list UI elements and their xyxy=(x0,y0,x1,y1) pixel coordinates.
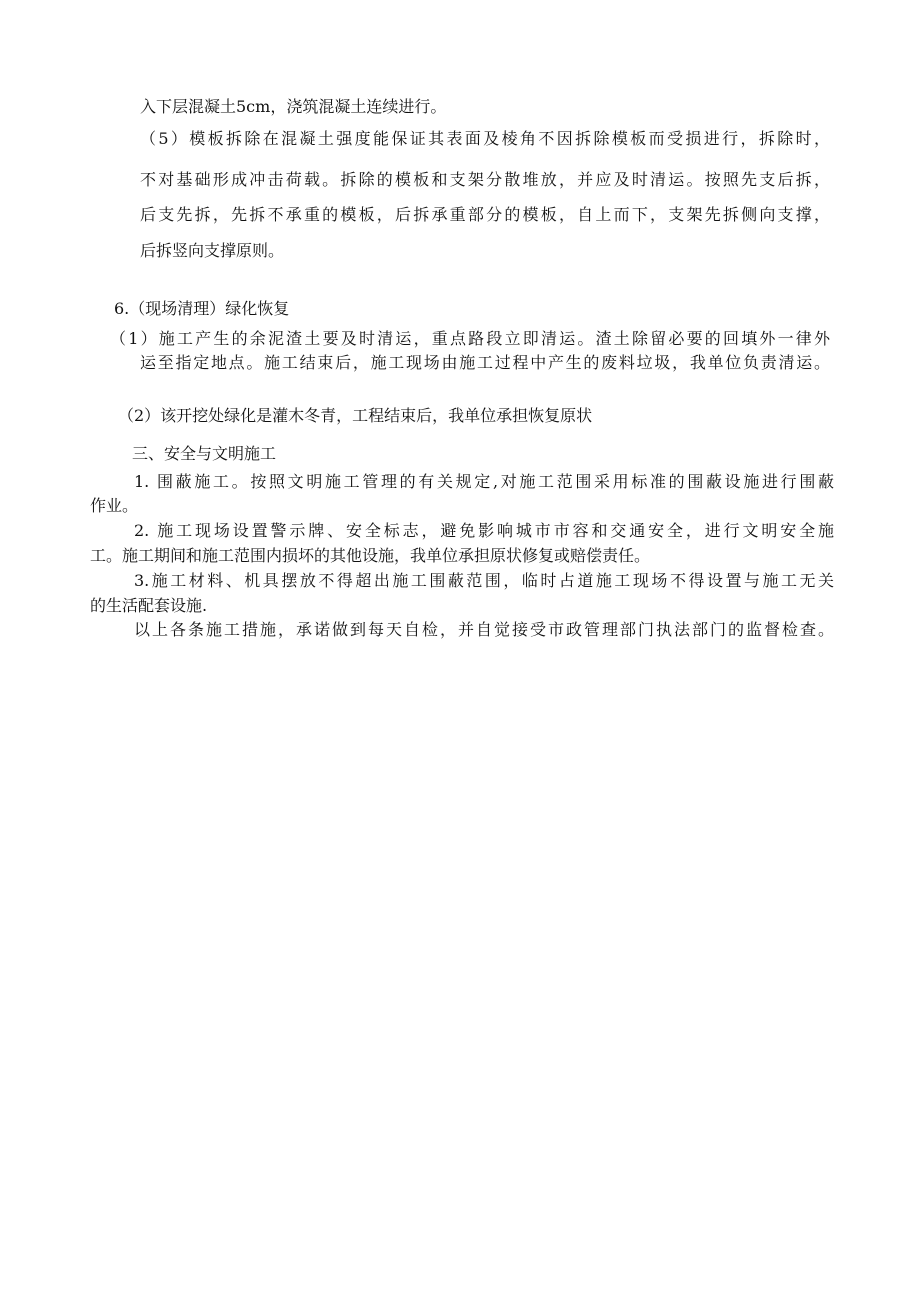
line-1: 入下层混凝土5cm，浇筑混凝土连续进行。 xyxy=(140,97,447,116)
line-13: 2. 施工现场设置警示牌、安全标志，避免影响城市市容和交通安全，进行文明安全施 xyxy=(134,521,834,540)
line-5: 后拆竖向支撑原则。 xyxy=(140,241,285,260)
line-9: （2）该开挖处绿化是灌木冬青，工程结束后，我单位承担恢复原状 xyxy=(118,406,593,425)
line-7: （1）施工产生的余泥渣土要及时清运，重点路段立即清运。渣土除留必要的回填外一律外 xyxy=(110,329,830,348)
line-15: 3.施工材料、机具摆放不得超出施工围蔽范围，临时占道施工现场不得设置与施工无关 xyxy=(134,571,834,590)
section-heading-6: 6.（现场清理）绿化恢复 xyxy=(114,299,290,318)
line-4: 后支先拆，先拆不承重的模板，后拆承重部分的模板，自上而下，支架先拆侧向支撑， xyxy=(140,205,830,224)
line-2: （5）模板拆除在混凝土强度能保证其表面及棱角不因拆除模板而受损进行，拆除时， xyxy=(140,129,830,148)
section-heading-3: 三、安全与文明施工 xyxy=(132,444,277,463)
line-14: 工。施工期间和施工范围内损坏的其他设施，我单位承担原状修复或赔偿责任。 xyxy=(90,546,651,565)
line-3: 不对基础形成冲击荷载。拆除的模板和支架分散堆放，并应及时清运。按照先支后拆， xyxy=(140,170,830,189)
line-11: 1. 围蔽施工。按照文明施工管理的有关规定,对施工范围采用标准的围蔽设施进行围蔽 xyxy=(134,472,834,491)
line-12: 作业。 xyxy=(90,496,139,515)
line-16: 的生活配套设施. xyxy=(90,596,208,615)
line-8: 运至指定地点。施工结束后，施工现场由施工过程中产生的废料垃圾，我单位负责清运。 xyxy=(140,353,830,372)
line-17: 以上各条施工措施，承诺做到每天自检，并自觉接受市政管理部门执法部门的监督检查。 xyxy=(134,620,834,639)
